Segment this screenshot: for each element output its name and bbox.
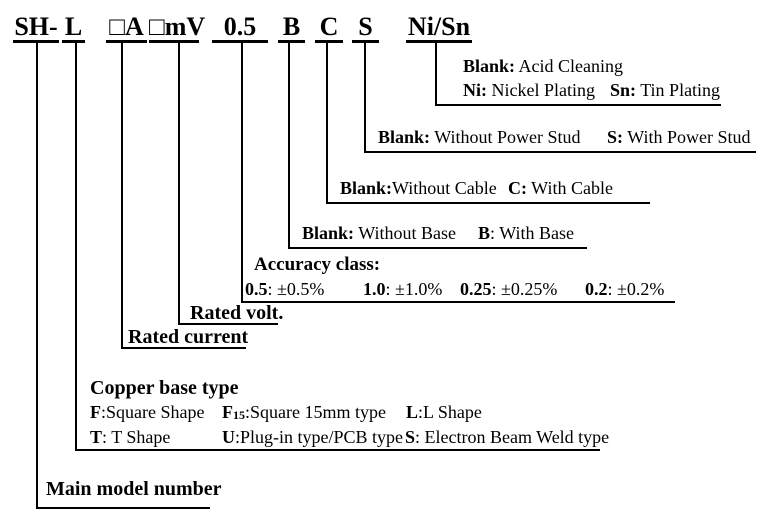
copper-s-key: S: [405, 427, 416, 447]
copper-t-desc: : T Shape: [102, 427, 171, 447]
power-stud-without: [378, 127, 580, 148]
accuracy-item-10: [363, 279, 442, 300]
code-segment-c: C: [315, 13, 343, 43]
power-stud-s-desc: With Power Stud: [623, 127, 751, 147]
connector-line-a: [121, 43, 123, 349]
cable-c-key: C:: [508, 178, 527, 198]
copper-t-shape: [90, 427, 170, 448]
accuracy-item-05: [245, 279, 324, 300]
connector-line-b: [288, 43, 290, 249]
plating-tin: [610, 80, 720, 101]
connector-line-l: [75, 43, 77, 451]
main-model-label: Main model number: [46, 478, 222, 500]
copper-f15-desc: :Square 15mm type: [245, 402, 386, 422]
power-stud-blank-desc: Without Power Stud: [430, 127, 581, 147]
copper-f-desc: :Square Shape: [101, 402, 205, 422]
code-segment-mv: □mV: [149, 12, 206, 41]
copper-l-key: L: [406, 402, 419, 422]
rule-power-stud: [364, 151, 756, 153]
copper-s-desc: : Electron Beam Weld type: [415, 427, 610, 447]
copper-u-plugin: [222, 427, 403, 448]
base-b-desc: : With Base: [490, 223, 574, 243]
accuracy-05-key: 0.5: [245, 279, 268, 299]
plating-ni-key: Ni:: [463, 80, 487, 100]
accuracy-10-desc: : ±1.0%: [385, 279, 443, 299]
code-segment-l: L: [62, 13, 85, 43]
copper-s-weld: [405, 427, 609, 448]
copper-f15-subscript: 15: [233, 408, 245, 422]
copper-f-key: F: [90, 402, 101, 422]
cable-c-desc: With Cable: [527, 178, 613, 198]
rule-copper-base: [75, 449, 600, 451]
accuracy-025-desc: : ±0.25%: [491, 279, 558, 299]
copper-base-title: Copper base type: [90, 377, 239, 399]
cable-without: [340, 178, 497, 199]
plating-nickel: [463, 80, 595, 101]
rated-volt-label: Rated volt.: [190, 302, 284, 324]
accuracy-10-key: 1.0: [363, 279, 386, 299]
connector-line-mv: [178, 43, 180, 325]
base-without: [302, 223, 456, 244]
power-stud-with: [607, 127, 750, 148]
base-with: [478, 223, 574, 244]
power-stud-blank-key: Blank:: [378, 127, 431, 147]
base-blank-key: Blank:: [302, 223, 355, 243]
rated-current-label: Rated current: [128, 326, 249, 348]
plating-sn-key: Sn:: [610, 80, 637, 100]
code-segment-nisn: Ni/Sn: [407, 12, 471, 41]
copper-l-desc: :L Shape: [418, 402, 482, 422]
rule-cable: [326, 202, 650, 204]
cable-blank-key: Blank:: [340, 178, 393, 198]
cable-with: [508, 178, 613, 199]
rule-base: [288, 247, 587, 249]
accuracy-02-desc: : ±0.2%: [607, 279, 665, 299]
accuracy-05-desc: : ±0.5%: [267, 279, 325, 299]
code-segment-s: S: [352, 13, 379, 43]
rule-main-model: [36, 507, 210, 509]
rule-accuracy: [241, 301, 675, 303]
cable-blank-desc: Without Cable: [392, 178, 497, 198]
copper-f15-square15: [222, 402, 386, 426]
copper-f15-key: F: [222, 402, 233, 422]
base-b-key: B: [478, 223, 491, 243]
connector-line-s: [364, 43, 366, 153]
rule-plating: [435, 104, 721, 106]
code-segment-sh: SH-: [14, 12, 58, 41]
accuracy-02-key: 0.2: [585, 279, 608, 299]
connector-line-c: [326, 43, 328, 204]
accuracy-item-02: [585, 279, 664, 300]
connector-line-05: [241, 43, 243, 303]
copper-u-desc: :Plug-in type/PCB type: [235, 427, 404, 447]
copper-f-square: [90, 402, 204, 423]
plating-sn-desc: Tin Plating: [636, 80, 721, 100]
code-segment-b: B: [278, 13, 305, 43]
copper-u-key: U: [222, 427, 235, 447]
plating-blank-desc: Acid Cleaning: [515, 56, 624, 76]
copper-t-key: T: [90, 427, 103, 447]
plating-blank-key: Blank:: [463, 56, 516, 76]
accuracy-025-key: 0.25: [460, 279, 492, 299]
accuracy-item-025: [460, 279, 557, 300]
copper-l-shape: [406, 402, 482, 423]
code-segment-05: 0.5: [212, 13, 268, 43]
plating-ni-desc: Nickel Plating: [487, 80, 595, 100]
plating-acid-cleaning: [463, 56, 623, 77]
base-blank-desc: Without Base: [354, 223, 456, 243]
code-segment-a: □A: [106, 13, 147, 43]
connector-line-nisn: [435, 43, 437, 106]
connector-line-sh: [36, 43, 38, 509]
power-stud-s-key: S:: [607, 127, 624, 147]
accuracy-class-title: Accuracy class:: [254, 254, 381, 275]
